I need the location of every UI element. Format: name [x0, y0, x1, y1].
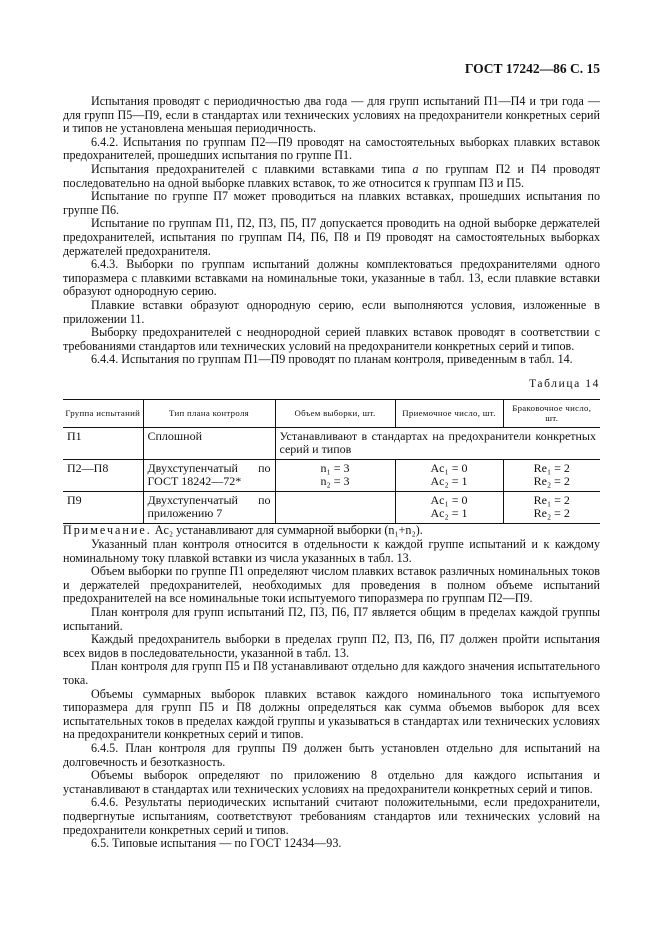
table-header-cell: Тип плана контроля	[143, 400, 275, 428]
paragraph: 6.5. Типовые испытания — по ГОСТ 12434—93.	[91, 836, 342, 851]
note-label: Примечание.	[63, 523, 152, 538]
paragraph: Объемы суммарных выборок плавких вставок каждого номинального тока испытуемого типоразмера для групп П5 и П8 должны определяться как сумма объемов выборок для всех испытательных токов в пределах каждой группы и указываться в стандартах или технических условиях на предохранители конкретных серий и типов.	[63, 686, 600, 742]
table-cell	[395, 492, 503, 524]
rejection-number-2: Re₂ = 2	[533, 474, 570, 489]
sample-size-n1: n₁ = 3	[320, 461, 350, 476]
paragraph: Объемы выборок определяют по приложению 8 отдельно для каждого испытания и устанавливают в стандартах или технических условиях на предохранители конкретных серий и типов.	[63, 768, 600, 796]
table-cell-line: приложению 7	[147, 506, 223, 521]
table-cell: П9	[63, 492, 143, 524]
text-span: по группам П2 и П4 проводят последовательно на одной выборке плавких вставок, то же относится к группам П3 и П5.	[63, 161, 600, 190]
paragraph: 6.4.2. Испытания по группам П2—П9 проводят на самостоятельных выборках плавких вставок предохранителей, прошедших испытания по группе П1.	[63, 134, 600, 163]
paragraph: Испытания проводят с периодичностью два года — для групп испытаний П1—П4 и три года — для групп П5—П9, если в стандартах или технических условиях на предохранители конкретных серий и типов не установлена меньшая периодичность.	[63, 94, 600, 136]
acceptance-number-2: Ac₂ = 1	[430, 506, 468, 521]
table-header-row	[63, 400, 600, 428]
table-cell	[275, 460, 395, 492]
document-body	[63, 95, 600, 851]
italic-symbol: a	[412, 161, 419, 176]
table-cell-line: Двухступенчатый по	[147, 493, 271, 508]
rejection-number-2: Re₂ = 2	[533, 506, 570, 521]
paragraph: Испытание по группе П7 может проводиться на плавких вставках, прошедших испытания по группе П6.	[63, 189, 600, 217]
table-cell	[275, 492, 395, 524]
table-header-cell: Группа испытаний	[63, 400, 143, 428]
table-cell-line: ГОСТ 18242—72*	[147, 474, 242, 489]
table-cell: Устанавливают в стандартах на предохранители конкретных серий и типов	[275, 428, 600, 460]
paragraph: 6.4.5. План контроля для группы П9 должен быть установлен отдельно для испытаний на долговечность и безотказность.	[63, 740, 600, 769]
table-cell	[143, 460, 275, 492]
paragraph: Каждый предохранитель выборки в пределах групп П2, П3, П6, П7 должен пройти испытания всех видов в последовательности, указанной в табл. 13.	[63, 632, 600, 660]
table-cell: П2—П8	[63, 460, 143, 492]
paragraph: План контроля для групп испытаний П2, П3, П6, П7 является общим в пределах каждой группы испытаний.	[63, 605, 600, 633]
table-cell	[503, 460, 600, 492]
sample-size-n2: n₂ = 3	[320, 474, 350, 489]
table-cell	[503, 492, 600, 524]
note-text: Ac₂ устанавливают для суммарной выборки (n₁+n₂).	[151, 523, 423, 538]
table-cell-line: Двухступенчатый по	[147, 461, 271, 476]
table-row	[63, 460, 600, 492]
table-note	[63, 524, 600, 538]
table-cell	[395, 460, 503, 492]
control-plan-table	[63, 399, 600, 524]
paragraph	[63, 163, 600, 190]
rejection-number-1: Re₁ = 2	[533, 461, 570, 476]
text-span: Испытания предохранителей с плавкими вставками типа	[91, 161, 413, 176]
acceptance-number-1: Ac₁ = 0	[430, 461, 468, 476]
table-cell: П1	[63, 428, 143, 460]
table-cell	[143, 492, 275, 524]
paragraph: Указанный план контроля относится в отдельности к каждой группе испытаний и к каждому номинальному току плавкой вставки из числа указанных в табл. 13.	[63, 537, 600, 565]
paragraph: Объем выборки по группе П1 определяют числом плавких вставок различных номинальных токов и держателей предохранителей, необходимых для проведения в полном объеме испытаний предохранителей на все номинальные токи испытуемого типоразмера по группам П2—П9.	[63, 564, 600, 606]
paragraph: 6.4.3. Выборки по группам испытаний должны комплектоваться предохранителями одного типоразмера с плавкими вставками на номинальные токи, указанные в табл. 13, если плавкие вставки образуют однородную серию.	[63, 257, 600, 299]
table-header-cell: Браковочное число, шт.	[503, 400, 600, 428]
acceptance-number-2: Ac₂ = 1	[430, 474, 468, 489]
table-row	[63, 428, 600, 460]
paragraph: 6.4.6. Результаты периодических испытаний считают положительными, если предохранители, подвергнутые испытаниям, соответствуют требованиям стандартов или технических условий на предохранители конкретных серий и типов.	[63, 795, 600, 837]
rejection-number-1: Re₁ = 2	[533, 493, 570, 508]
table-caption: Таблица 14	[529, 377, 600, 390]
table-header-cell: Приемочное число, шт.	[395, 400, 503, 428]
paragraph: Плавкие вставки образуют однородную серию, если выполняются условия, изложенные в приложении 11.	[63, 297, 600, 326]
table-row	[63, 492, 600, 524]
table-cell: Сплошной	[143, 428, 275, 460]
paragraph: Испытание по группам П1, П2, П3, П5, П7 допускается проводить на одной выборке держателей предохранителей, испытания по группам П4, П6, П8 и П9 проводят на самостоятельных выборках держателей предохранителя.	[63, 216, 600, 258]
paragraph: 6.4.4. Испытания по группам П1—П9 проводят по планам контроля, приведенным в табл. 14.	[91, 352, 573, 367]
paragraph: План контроля для групп П5 и П8 устанавливают отдельно для каждого значения испытательного тока.	[63, 659, 600, 687]
paragraph: Выборку предохранителей с неоднородной серией плавких вставок проводят в соответствии с требованиями стандартов или технических условий на предохранители конкретных серий и типов.	[63, 325, 600, 353]
page-header: ГОСТ 17242—86 С. 15	[464, 61, 600, 76]
acceptance-number-1: Ac₁ = 0	[430, 493, 468, 508]
table-header-cell: Объем выборки, шт.	[275, 400, 395, 428]
